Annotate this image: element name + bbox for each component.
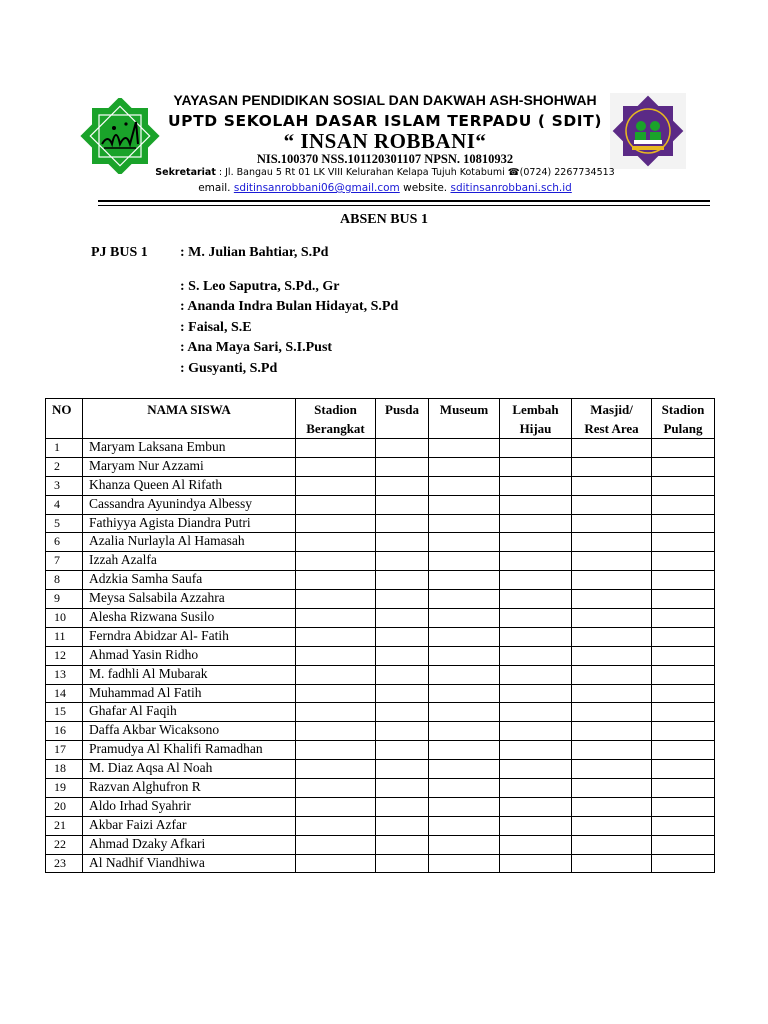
check-cell-masjid-rest-area[interactable] <box>572 627 652 646</box>
student-name: Ahmad Yasin Ridho <box>83 646 296 665</box>
student-name: Daffa Akbar Wicaksono <box>83 722 296 741</box>
check-cell-museum[interactable] <box>429 760 500 779</box>
student-name: Ahmad Dzaky Afkari <box>83 835 296 854</box>
check-cell-museum[interactable] <box>429 722 500 741</box>
check-cell-pusda[interactable] <box>376 779 429 798</box>
check-cell-lembah-hijau[interactable] <box>500 816 572 835</box>
table-row <box>46 627 715 646</box>
check-cell-stadion-berangkat[interactable] <box>296 665 376 684</box>
row-number: 3 <box>46 476 83 495</box>
table-row <box>46 495 715 514</box>
check-cell-stadion-berangkat[interactable] <box>296 627 376 646</box>
pj-line-3: : Ananda Indra Bulan Hidayat, S.Pd <box>180 299 399 314</box>
check-cell-stadion-berangkat[interactable] <box>296 816 376 835</box>
check-cell-pusda[interactable] <box>376 552 429 571</box>
check-cell-stadion-pulang[interactable] <box>652 684 715 703</box>
check-cell-lembah-hijau[interactable] <box>500 854 572 873</box>
check-cell-museum[interactable] <box>429 439 500 458</box>
table-row <box>46 722 715 741</box>
student-name: Khanza Queen Al Rifath <box>83 476 296 495</box>
check-cell-stadion-berangkat[interactable] <box>296 439 376 458</box>
check-cell-lembah-hijau[interactable] <box>500 684 572 703</box>
check-cell-stadion-pulang[interactable] <box>652 495 715 514</box>
check-cell-masjid-rest-area[interactable] <box>572 741 652 760</box>
check-cell-museum[interactable] <box>429 703 500 722</box>
school-name: “ INSAN ROBBANI“ <box>283 129 487 153</box>
row-number: 8 <box>46 571 83 590</box>
check-cell-museum[interactable] <box>429 684 500 703</box>
header-rule-thick <box>98 200 710 202</box>
check-cell-pusda[interactable] <box>376 816 429 835</box>
row-number: 7 <box>46 552 83 571</box>
row-number: 6 <box>46 533 83 552</box>
row-number: 5 <box>46 514 83 533</box>
secretariat-line <box>100 167 670 178</box>
check-cell-masjid-rest-area[interactable] <box>572 779 652 798</box>
check-cell-stadion-berangkat[interactable] <box>296 646 376 665</box>
student-name: Fathiyya Agista Diandra Putri <box>83 514 296 533</box>
check-cell-stadion-pulang[interactable] <box>652 627 715 646</box>
check-cell-stadion-pulang[interactable] <box>652 703 715 722</box>
student-name: Adzkia Samha Saufa <box>83 571 296 590</box>
school-unit: UPTD SEKOLAH DASAR ISLAM TERPADU ( SDIT) <box>167 112 603 130</box>
check-cell-pusda[interactable] <box>376 439 429 458</box>
pj-line-1: : M. Julian Bahtiar, S.Pd <box>180 245 329 260</box>
table-row <box>46 741 715 760</box>
check-cell-masjid-rest-area[interactable] <box>572 835 652 854</box>
check-cell-masjid-rest-area[interactable] <box>572 760 652 779</box>
check-cell-museum[interactable] <box>429 609 500 628</box>
check-cell-museum[interactable] <box>429 646 500 665</box>
check-cell-stadion-pulang[interactable] <box>652 854 715 873</box>
check-cell-stadion-berangkat[interactable] <box>296 835 376 854</box>
student-name: Aldo Irhad Syahrir <box>83 797 296 816</box>
check-cell-pusda[interactable] <box>376 495 429 514</box>
check-cell-lembah-hijau[interactable] <box>500 590 572 609</box>
check-cell-masjid-rest-area[interactable] <box>572 816 652 835</box>
student-name: Al Nadhif Viandhiwa <box>83 854 296 873</box>
check-cell-masjid-rest-area[interactable] <box>572 476 652 495</box>
pj-line-5: : Ana Maya Sari, S.I.Pust <box>180 340 333 355</box>
pj-line-4: : Faisal, S.E <box>180 320 252 335</box>
check-cell-stadion-berangkat[interactable] <box>296 609 376 628</box>
check-cell-stadion-pulang[interactable] <box>652 457 715 476</box>
check-cell-museum[interactable] <box>429 779 500 798</box>
check-cell-pusda[interactable] <box>376 646 429 665</box>
check-cell-masjid-rest-area[interactable] <box>572 684 652 703</box>
check-cell-museum[interactable] <box>429 835 500 854</box>
check-cell-stadion-pulang[interactable] <box>652 571 715 590</box>
student-name: Pramudya Al Khalifi Ramadhan <box>83 741 296 760</box>
student-name: Meysa Salsabila Azzahra <box>83 590 296 609</box>
foundation-name: YAYASAN PENDIDIKAN SOSIAL DAN DAKWAH ASH-SHOHWAH <box>173 92 597 108</box>
check-cell-masjid-rest-area[interactable] <box>572 457 652 476</box>
student-name: Azalia Nurlayla Al Hamasah <box>83 533 296 552</box>
student-name: Cassandra Ayunindya Albessy <box>83 495 296 514</box>
check-cell-pusda[interactable] <box>376 476 429 495</box>
header-stadion-berangkat: Stadion Berangkat <box>296 399 376 439</box>
row-number: 15 <box>46 703 83 722</box>
table-row <box>46 590 715 609</box>
student-name: Alesha Rizwana Susilo <box>83 609 296 628</box>
table-row <box>46 760 715 779</box>
row-number: 22 <box>46 835 83 854</box>
check-cell-stadion-pulang[interactable] <box>652 741 715 760</box>
check-cell-museum[interactable] <box>429 495 500 514</box>
check-cell-lembah-hijau[interactable] <box>500 760 572 779</box>
check-cell-stadion-pulang[interactable] <box>652 722 715 741</box>
table-row <box>46 514 715 533</box>
check-cell-pusda[interactable] <box>376 760 429 779</box>
check-cell-lembah-hijau[interactable] <box>500 646 572 665</box>
check-cell-masjid-rest-area[interactable] <box>572 571 652 590</box>
student-name: Razvan Alghufron R <box>83 779 296 798</box>
table-row <box>46 571 715 590</box>
check-cell-masjid-rest-area[interactable] <box>572 665 652 684</box>
student-name: Maryam Laksana Embun <box>83 439 296 458</box>
check-cell-pusda[interactable] <box>376 609 429 628</box>
check-cell-lembah-hijau[interactable] <box>500 703 572 722</box>
table-row <box>46 552 715 571</box>
check-cell-pusda[interactable] <box>376 457 429 476</box>
website-label: website. <box>403 182 448 194</box>
row-number: 18 <box>46 760 83 779</box>
check-cell-masjid-rest-area[interactable] <box>572 797 652 816</box>
check-cell-lembah-hijau[interactable] <box>500 741 572 760</box>
attendance-table <box>45 398 715 873</box>
check-cell-museum[interactable] <box>429 627 500 646</box>
check-cell-lembah-hijau[interactable] <box>500 439 572 458</box>
check-cell-stadion-berangkat[interactable] <box>296 760 376 779</box>
row-number: 1 <box>46 439 83 458</box>
document-title: ABSEN BUS 1 <box>340 212 428 227</box>
check-cell-lembah-hijau[interactable] <box>500 797 572 816</box>
row-number: 4 <box>46 495 83 514</box>
check-cell-museum[interactable] <box>429 571 500 590</box>
check-cell-lembah-hijau[interactable] <box>500 665 572 684</box>
student-name: Izzah Azalfa <box>83 552 296 571</box>
check-cell-museum[interactable] <box>429 476 500 495</box>
check-cell-stadion-pulang[interactable] <box>652 552 715 571</box>
check-cell-pusda[interactable] <box>376 797 429 816</box>
table-row <box>46 609 715 628</box>
check-cell-stadion-berangkat[interactable] <box>296 684 376 703</box>
check-cell-pusda[interactable] <box>376 533 429 552</box>
table-row <box>46 684 715 703</box>
student-name: Maryam Nur Azzami <box>83 457 296 476</box>
student-name: M. Diaz Aqsa Al Noah <box>83 760 296 779</box>
check-cell-pusda[interactable] <box>376 514 429 533</box>
header-stadion-pulang: Stadion Pulang <box>652 399 715 439</box>
secretariat-address: : Jl. Bangau 5 Rt 01 LK VIII Kelurahan Kelapa Tujuh Kotabumi ☎(0724) 2267734513 <box>218 167 615 178</box>
row-number: 21 <box>46 816 83 835</box>
check-cell-stadion-berangkat[interactable] <box>296 495 376 514</box>
check-cell-museum[interactable] <box>429 741 500 760</box>
check-cell-museum[interactable] <box>429 797 500 816</box>
table-row <box>46 797 715 816</box>
check-cell-stadion-pulang[interactable] <box>652 476 715 495</box>
check-cell-stadion-pulang[interactable] <box>652 514 715 533</box>
check-cell-masjid-rest-area[interactable] <box>572 609 652 628</box>
table-row <box>46 835 715 854</box>
check-cell-stadion-berangkat[interactable] <box>296 741 376 760</box>
check-cell-pusda[interactable] <box>376 703 429 722</box>
header-no: NO <box>46 399 83 439</box>
row-number: 14 <box>46 684 83 703</box>
check-cell-pusda[interactable] <box>376 665 429 684</box>
check-cell-museum[interactable] <box>429 590 500 609</box>
check-cell-lembah-hijau[interactable] <box>500 533 572 552</box>
check-cell-stadion-berangkat[interactable] <box>296 722 376 741</box>
check-cell-museum[interactable] <box>429 816 500 835</box>
header-name: NAMA SISWA <box>83 399 296 439</box>
check-cell-pusda[interactable] <box>376 835 429 854</box>
table-row <box>46 665 715 684</box>
check-cell-stadion-pulang[interactable] <box>652 590 715 609</box>
check-cell-pusda[interactable] <box>376 627 429 646</box>
table-row <box>46 476 715 495</box>
row-number: 23 <box>46 854 83 873</box>
secretariat-label: Sekretariat <box>155 167 216 178</box>
check-cell-stadion-berangkat[interactable] <box>296 514 376 533</box>
check-cell-museum[interactable] <box>429 514 500 533</box>
check-cell-masjid-rest-area[interactable] <box>572 722 652 741</box>
check-cell-stadion-pulang[interactable] <box>652 760 715 779</box>
check-cell-stadion-berangkat[interactable] <box>296 476 376 495</box>
header-masjid-rest-area: Masjid/ Rest Area <box>572 399 652 439</box>
row-number: 16 <box>46 722 83 741</box>
table-row <box>46 816 715 835</box>
check-cell-museum[interactable] <box>429 457 500 476</box>
table-header-row <box>46 399 715 439</box>
check-cell-stadion-pulang[interactable] <box>652 665 715 684</box>
pj-label: PJ BUS 1 <box>91 245 148 260</box>
check-cell-stadion-berangkat[interactable] <box>296 571 376 590</box>
check-cell-lembah-hijau[interactable] <box>500 627 572 646</box>
header-rule-thin <box>98 205 710 206</box>
table-row <box>46 457 715 476</box>
check-cell-museum[interactable] <box>429 552 500 571</box>
check-cell-stadion-pulang[interactable] <box>652 779 715 798</box>
check-cell-stadion-pulang[interactable] <box>652 533 715 552</box>
table-row <box>46 533 715 552</box>
table-row <box>46 854 715 873</box>
check-cell-stadion-berangkat[interactable] <box>296 703 376 722</box>
table-row <box>46 439 715 458</box>
student-name: Muhammad Al Fatih <box>83 684 296 703</box>
check-cell-stadion-berangkat[interactable] <box>296 797 376 816</box>
school-ids: NIS.100370 NSS.101120301107 NPSN. 10810932 <box>256 152 514 166</box>
check-cell-masjid-rest-area[interactable] <box>572 533 652 552</box>
check-cell-stadion-berangkat[interactable] <box>296 552 376 571</box>
student-name: Ghafar Al Faqih <box>83 703 296 722</box>
check-cell-pusda[interactable] <box>376 684 429 703</box>
header-lembah-hijau: Lembah Hijau <box>500 399 572 439</box>
check-cell-lembah-hijau[interactable] <box>500 495 572 514</box>
check-cell-stadion-berangkat[interactable] <box>296 533 376 552</box>
check-cell-masjid-rest-area[interactable] <box>572 703 652 722</box>
check-cell-museum[interactable] <box>429 533 500 552</box>
check-cell-masjid-rest-area[interactable] <box>572 439 652 458</box>
table-row <box>46 646 715 665</box>
row-number: 12 <box>46 646 83 665</box>
row-number: 2 <box>46 457 83 476</box>
check-cell-lembah-hijau[interactable] <box>500 457 572 476</box>
check-cell-stadion-pulang[interactable] <box>652 797 715 816</box>
header-pusda: Pusda <box>376 399 429 439</box>
check-cell-masjid-rest-area[interactable] <box>572 590 652 609</box>
student-name: Ferndra Abidzar Al- Fatih <box>83 627 296 646</box>
check-cell-lembah-hijau[interactable] <box>500 609 572 628</box>
check-cell-masjid-rest-area[interactable] <box>572 854 652 873</box>
pj-line-2: : S. Leo Saputra, S.Pd., Gr <box>180 279 340 294</box>
check-cell-stadion-pulang[interactable] <box>652 835 715 854</box>
check-cell-stadion-berangkat[interactable] <box>296 854 376 873</box>
check-cell-museum[interactable] <box>429 665 500 684</box>
check-cell-lembah-hijau[interactable] <box>500 476 572 495</box>
check-cell-stadion-pulang[interactable] <box>652 439 715 458</box>
check-cell-lembah-hijau[interactable] <box>500 571 572 590</box>
check-cell-masjid-rest-area[interactable] <box>572 552 652 571</box>
check-cell-pusda[interactable] <box>376 854 429 873</box>
check-cell-pusda[interactable] <box>376 571 429 590</box>
check-cell-masjid-rest-area[interactable] <box>572 514 652 533</box>
row-number: 17 <box>46 741 83 760</box>
check-cell-lembah-hijau[interactable] <box>500 514 572 533</box>
check-cell-lembah-hijau[interactable] <box>500 779 572 798</box>
check-cell-lembah-hijau[interactable] <box>500 835 572 854</box>
check-cell-pusda[interactable] <box>376 741 429 760</box>
check-cell-pusda[interactable] <box>376 590 429 609</box>
website-link[interactable]: sditinsanrobbani.sch.id <box>450 182 572 194</box>
row-number: 11 <box>46 627 83 646</box>
email-label: email. <box>198 182 231 194</box>
check-cell-masjid-rest-area[interactable] <box>572 495 652 514</box>
check-cell-lembah-hijau[interactable] <box>500 722 572 741</box>
check-cell-stadion-berangkat[interactable] <box>296 779 376 798</box>
header-museum: Museum <box>429 399 500 439</box>
check-cell-pusda[interactable] <box>376 722 429 741</box>
row-number: 19 <box>46 779 83 798</box>
email-link[interactable]: sditinsanrobbani06@gmail.com <box>233 182 400 194</box>
check-cell-masjid-rest-area[interactable] <box>572 646 652 665</box>
table-row <box>46 779 715 798</box>
check-cell-stadion-berangkat[interactable] <box>296 457 376 476</box>
check-cell-museum[interactable] <box>429 854 500 873</box>
student-name: Akbar Faizi Azfar <box>83 816 296 835</box>
pj-line-6: : Gusyanti, S.Pd <box>180 361 278 376</box>
row-number: 9 <box>46 590 83 609</box>
row-number: 10 <box>46 609 83 628</box>
check-cell-stadion-pulang[interactable] <box>652 609 715 628</box>
table-row <box>46 703 715 722</box>
student-name: M. fadhli Al Mubarak <box>83 665 296 684</box>
check-cell-stadion-berangkat[interactable] <box>296 590 376 609</box>
check-cell-lembah-hijau[interactable] <box>500 552 572 571</box>
row-number: 20 <box>46 797 83 816</box>
check-cell-stadion-pulang[interactable] <box>652 646 715 665</box>
contact-line <box>100 182 670 194</box>
row-number: 13 <box>46 665 83 684</box>
check-cell-stadion-pulang[interactable] <box>652 816 715 835</box>
